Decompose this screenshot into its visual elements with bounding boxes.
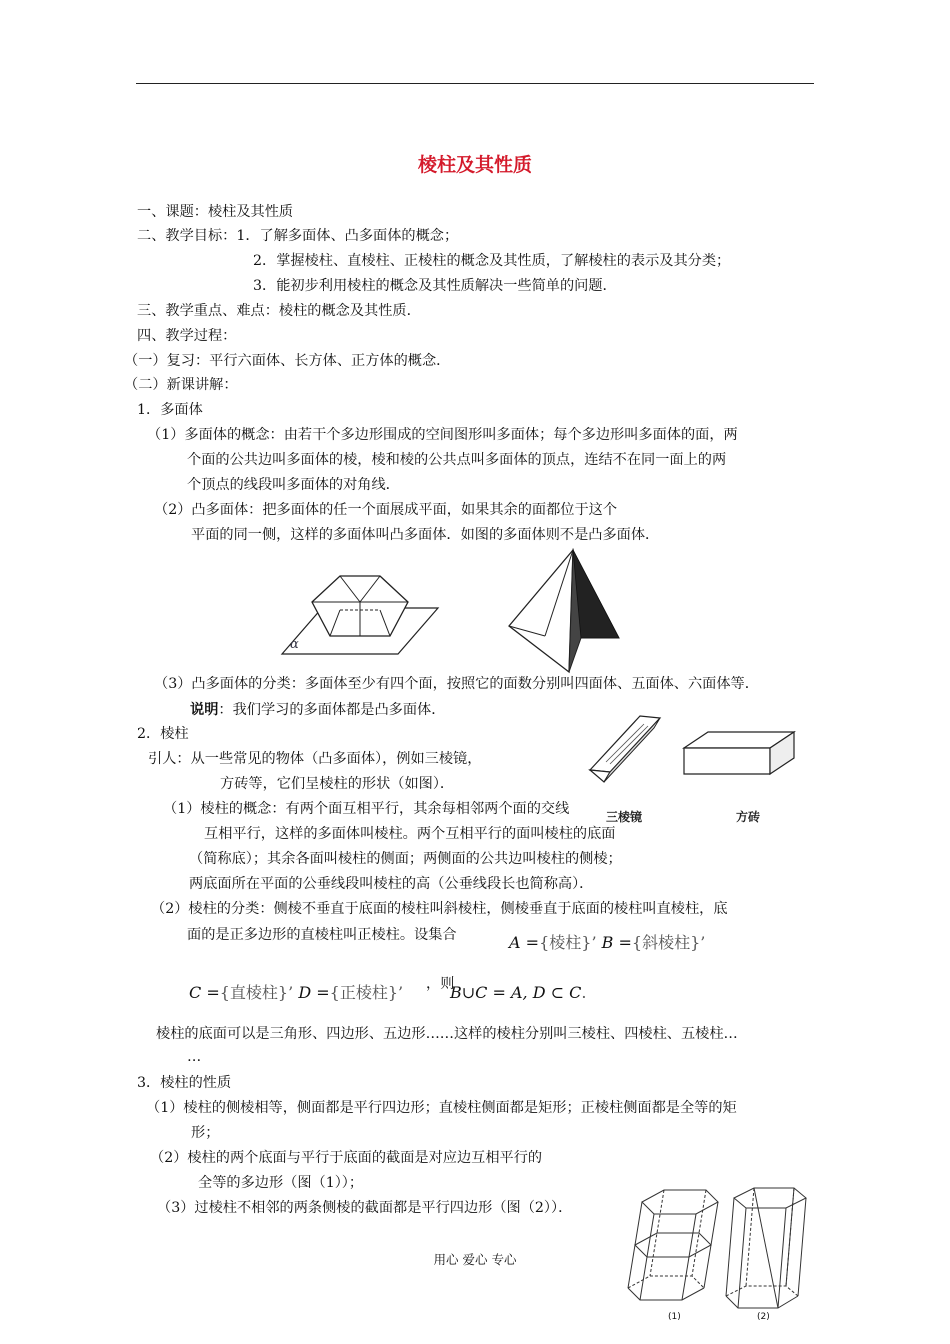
figure-1-label: (1) [668,1312,681,1322]
nonconvex-polyhedron-figure [280,558,440,658]
note-label: 说明 [190,702,219,718]
polyhedron-def-1: （1）多面体的概念：由若干个多边形围成的空间图形叫多面体；每个多边形叫多面体的面，两 [147,427,738,443]
polyhedron-def-3: 个顶点的线段叫多面体的对角线． [187,477,400,493]
figure-2-label: (2) [757,1312,770,1322]
note-line [190,701,445,719]
prism-class-1: （2）棱柱的分类：侧棱不垂直于底面的棱柱叫斜棱柱，侧棱垂直于底面的棱柱叫直棱柱，底 [151,901,728,917]
brick-label: 方砖 [736,810,761,824]
section-prism: 2．棱柱 [137,726,189,742]
prism-def-2: 互相平行，这样的多面体叫棱柱。两个互相平行的面叫棱柱的底面 [204,826,616,842]
set-c-d: C ={直棱柱}’ D ={正棱柱}’ [189,983,404,1002]
prism-label: 三棱镜 [606,810,643,824]
page-footer: 用心 爱心 专心 [433,1252,517,1267]
page-title: 棱柱及其性质 [417,154,532,176]
then-word: ，则 [426,976,455,992]
new-lesson-line: （二）新课讲解： [124,377,238,393]
plane-label: α [290,637,299,652]
objective-3: 3．能初步利用棱柱的概念及其性质解决一些简单的问题． [253,278,617,294]
set-a-b: A ={棱柱}’ B ={斜棱柱}’ [509,933,706,952]
prism-def-1: （1）棱柱的概念：有两个面互相平行，其余每相邻两个面的交线 [163,801,570,817]
property-1: （1）棱柱的侧棱相等，侧面都是平行四边形；直棱柱侧面都是矩形；正棱柱侧面都是全等的矩 [146,1100,737,1116]
objective-1: 二、教学目标：1．了解多面体、凸多面体的概念； [137,228,459,244]
set-formula: B∪C = A, D ⊂ C. [450,983,587,1002]
prism-and-brick-figure [580,710,800,800]
intro-line-2: 方砖等，它们呈棱柱的形状（如图）． [220,776,455,792]
header-rule [136,83,814,84]
process-heading: 四、教学过程： [137,328,237,344]
prism-def-3: （简称底）；其余各面叫棱柱的侧面；两侧面的公共边叫棱柱的侧棱； [189,851,622,867]
review-line: （一）复习：平行六面体、长方体、正方体的概念． [124,353,451,369]
note-text: ：我们学习的多面体都是凸多面体． [218,702,446,718]
convex-def-2: 平面的同一侧，这样的多面体叫凸多面体．如图的多面体则不是凸多面体． [191,527,660,543]
section-polyhedron: 1．多面体 [137,402,203,418]
polyhedron-def-2: 个面的公共边叫多面体的棱，棱和棱的公共点叫多面体的顶点，连结不在同一面上的两 [187,452,727,468]
nonconvex-pyramid-figure [505,548,625,676]
convex-def-1: （2）凸多面体：把多面体的任一个面展成平面，如果其余的面都位于这个 [154,502,618,518]
classification-line: （3）凸多面体的分类：多面体至少有四个面，按照它的面数分别叫四面体、五面体、六面体等． [154,676,759,692]
topic-line: 一、课题：棱柱及其性质 [137,204,294,220]
property-2: （2）棱柱的两个底面与平行于底面的截面是对应边互相平行的 [150,1150,543,1166]
property-1-cont: 形； [191,1125,220,1141]
section-properties: 3．棱柱的性质 [137,1075,232,1091]
base-types-cont: … [187,1049,202,1065]
prism-def-4: 两底面所在平面的公垂线段叫棱柱的高（公垂线段长也简称高）． [189,876,594,892]
property-2-cont: 全等的多边形（图（1））； [198,1175,364,1191]
objective-2: 2．掌握棱柱、直棱柱、正棱柱的概念及其性质，了解棱柱的表示及其分类； [253,253,731,269]
intro-line-1: 引人：从一些常见的物体（凸多面体），例如三棱镜， [148,751,482,767]
key-points: 三、教学重点、难点：棱柱的概念及其性质． [137,303,421,319]
prism-class-2: 面的是正多边形的直棱柱叫正棱柱。设集合 [187,927,457,943]
base-types-line: 棱柱的底面可以是三角形、四边形、五边形……这样的棱柱分别叫三棱柱、四棱柱、五棱柱… [156,1026,738,1042]
property-3: （3）过棱柱不相邻的两条侧棱的截面都是平行四边形（图（2））． [157,1200,573,1216]
